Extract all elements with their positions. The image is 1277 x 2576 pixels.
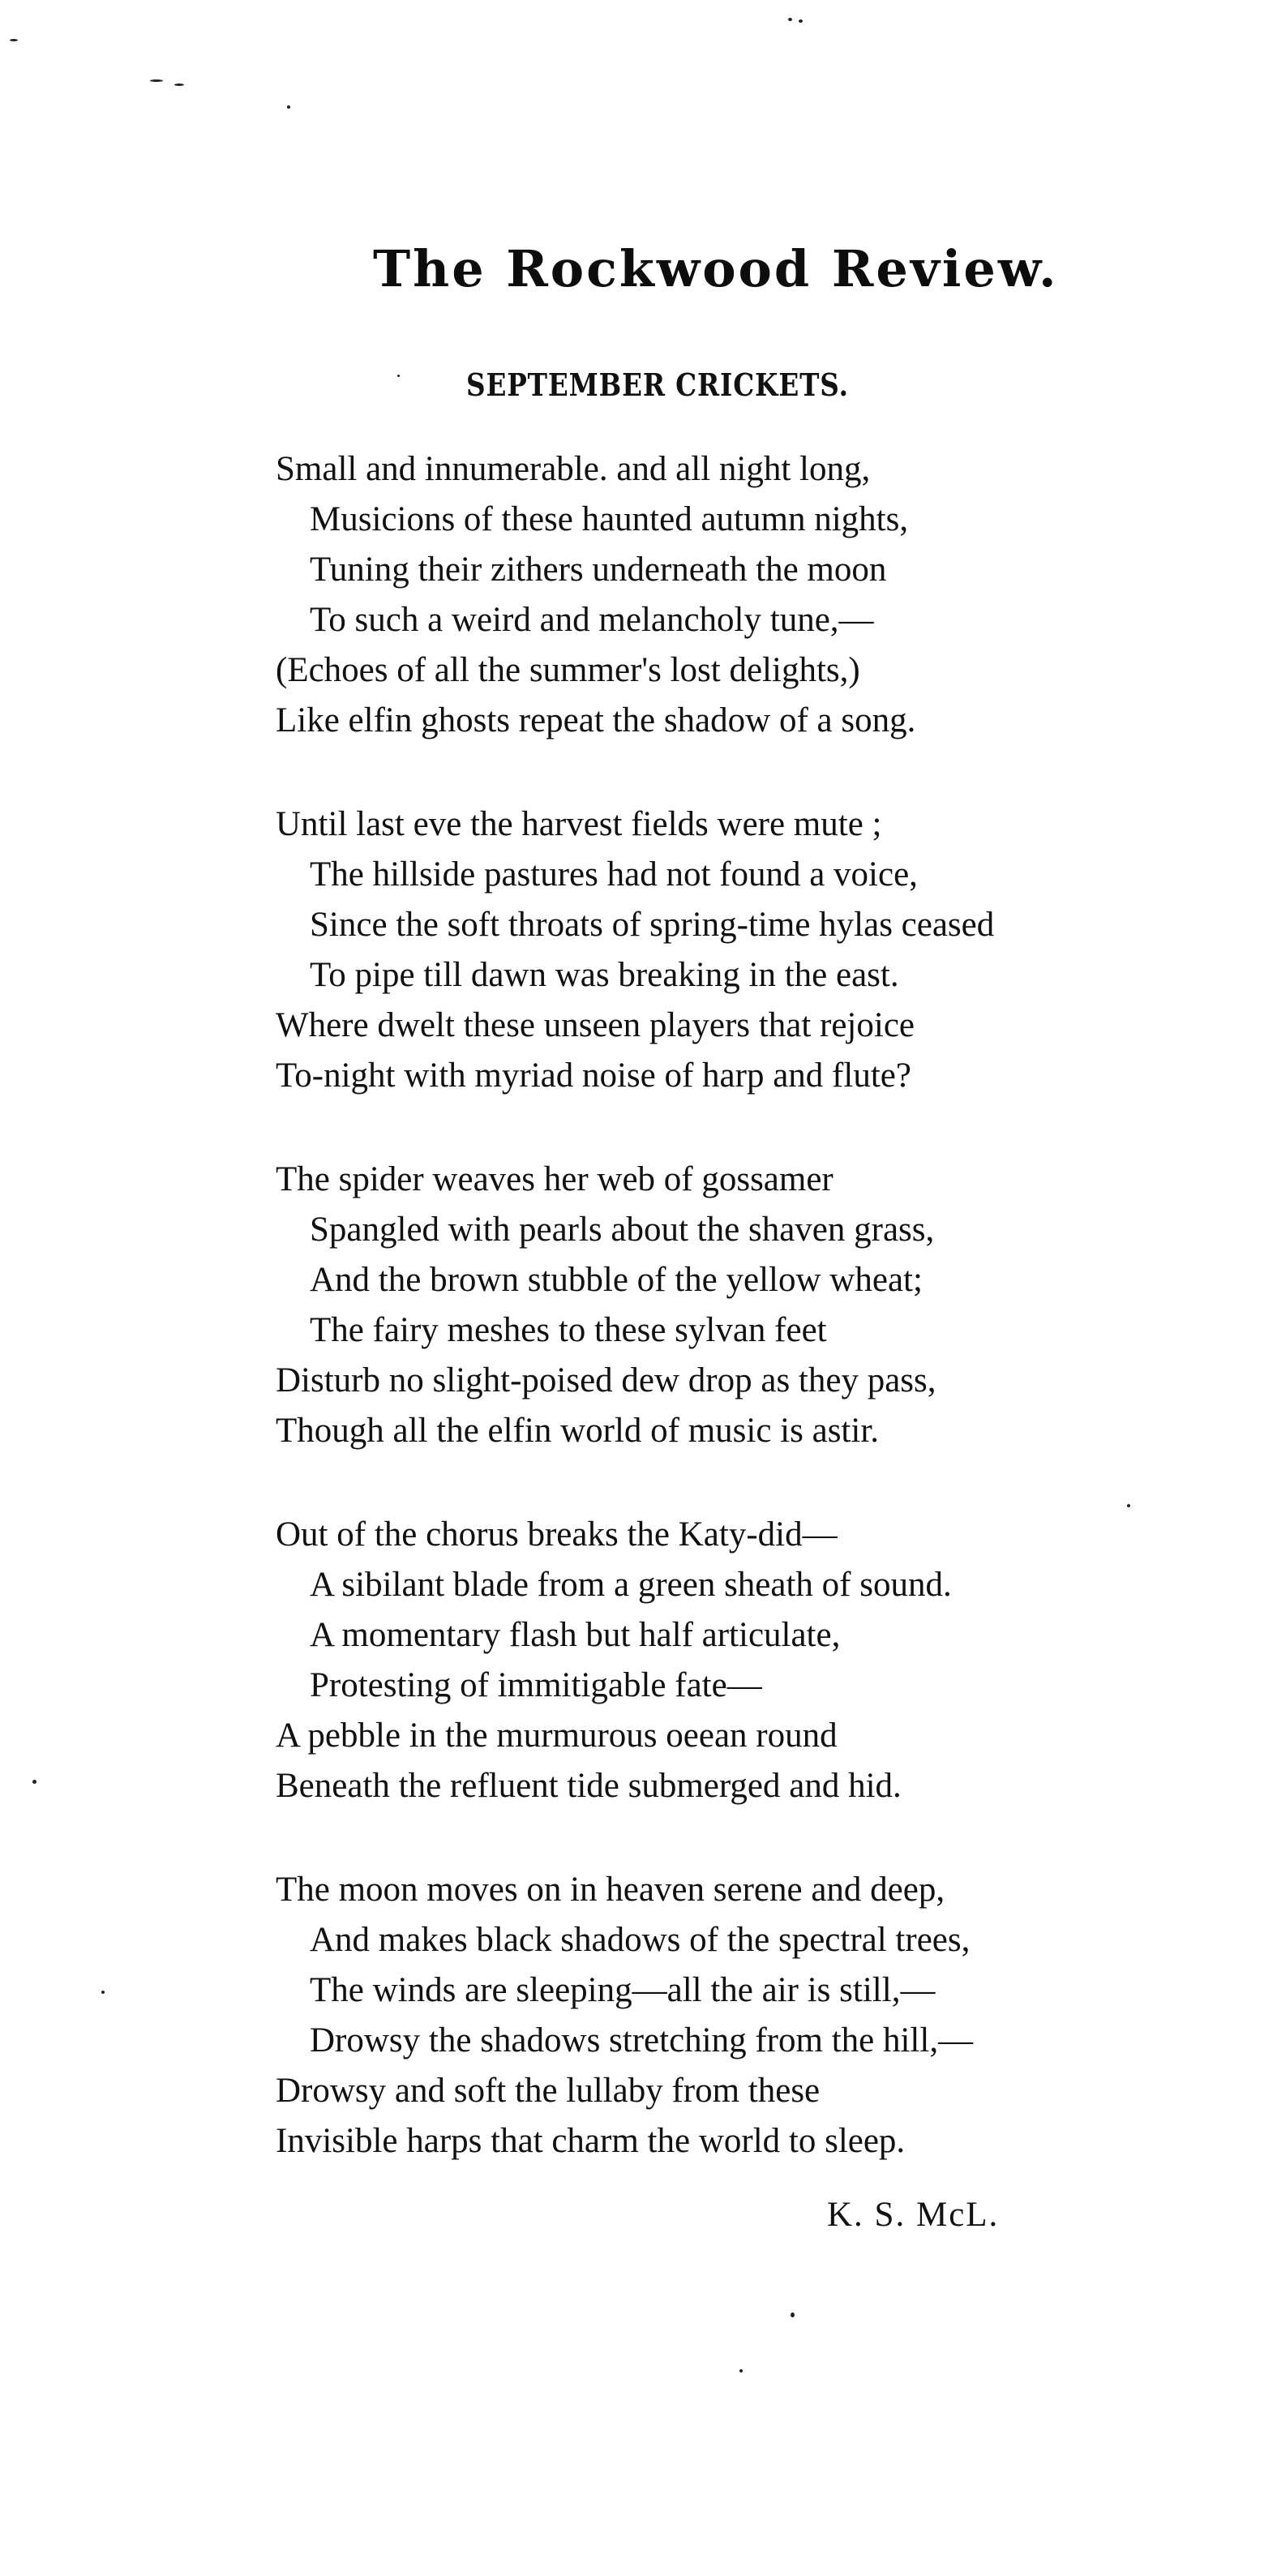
poem-line: Protesting of immitigable fate—	[310, 1666, 762, 1704]
poem-line: Like elfin ghosts repeat the shadow of a song.	[276, 701, 916, 739]
poem-line: To pipe till dawn was breaking in the east.	[310, 956, 899, 994]
poem-line: Tuning their zithers underneath the moon	[310, 551, 887, 589]
poem-stanza	[276, 799, 1168, 1101]
scan-speck	[1127, 1504, 1130, 1507]
poem-line: The hillside pastures had not found a voice,	[310, 855, 918, 894]
poem-stanza	[276, 1510, 1168, 1811]
poem-line: Where dwelt these unseen players that rejoice	[276, 1006, 915, 1044]
scan-speck	[397, 375, 400, 377]
poem-line: To such a weird and melancholy tune,—	[310, 601, 874, 639]
scan-speck	[101, 1991, 105, 1994]
author-signature: K. S. McL.	[827, 2196, 1000, 2234]
poem-line: The fairy meshes to these sylvan feet	[310, 1311, 827, 1349]
poem-stanza	[276, 1155, 1168, 1456]
poem-line: Drowsy the shadows stretching from the hill,—	[310, 2021, 974, 2060]
poem-line: A sibilant blade from a green sheath of sound.	[310, 1566, 952, 1604]
scan-speck	[32, 1780, 36, 1784]
scan-speck	[10, 39, 18, 41]
masthead-title: The Rockwood Review.	[373, 239, 1059, 298]
poem-title: SEPTEMBER CRICKETS.	[466, 366, 849, 403]
poem-line: The moon moves on in heaven serene and deep,	[276, 1871, 945, 1909]
poem-line: Invisible harps that charm the world to sleep.	[276, 2122, 906, 2160]
poem-body	[276, 444, 1168, 2220]
poem-line: The spider weaves her web of gossamer	[276, 1160, 833, 1198]
poem-line: Musicions of these haunted autumn nights,	[310, 500, 909, 538]
scan-speck	[788, 18, 792, 21]
poem-line: A momentary flash but half articulate,	[310, 1616, 841, 1654]
scan-speck	[739, 2369, 743, 2372]
poem-line: To-night with myriad noise of harp and flute?	[276, 1057, 911, 1095]
scan-speck	[150, 79, 163, 82]
scan-speck	[791, 2312, 795, 2317]
poem-line: Until last eve the harvest fields were mute ;	[276, 805, 882, 843]
poem-line: Disturb no slight-poised dew drop as they pass,	[276, 1361, 936, 1399]
poem-line: And makes black shadows of the spectral trees,	[310, 1921, 971, 1959]
scan-speck	[174, 84, 184, 86]
poem-line: A pebble in the murmurous oeean round	[276, 1717, 838, 1755]
scan-speck	[799, 19, 803, 23]
poem-line: (Echoes of all the summer's lost delights,)	[276, 651, 860, 689]
poem-line: Small and innumerable. and all night long,	[276, 450, 871, 488]
scan-speck	[287, 105, 290, 109]
poem-line: The winds are sleeping—all the air is still,—	[310, 1971, 936, 2009]
poem-line: Drowsy and soft the lullaby from these	[276, 2072, 821, 2110]
poem-stanza	[276, 1865, 1168, 2167]
poem-line: Though all the elfin world of music is astir.	[276, 1412, 880, 1450]
poem-stanza	[276, 444, 1168, 746]
poem-line: Out of the chorus breaks the Katy-did—	[276, 1515, 838, 1554]
poem-line: Beneath the refluent tide submerged and hid.	[276, 1767, 902, 1805]
poem-line: And the brown stubble of the yellow wheat;	[310, 1261, 923, 1299]
poem-line: Spangled with pearls about the shaven grass,	[310, 1211, 935, 1249]
poem-line: Since the soft throats of spring-time hylas ceased	[310, 906, 995, 944]
